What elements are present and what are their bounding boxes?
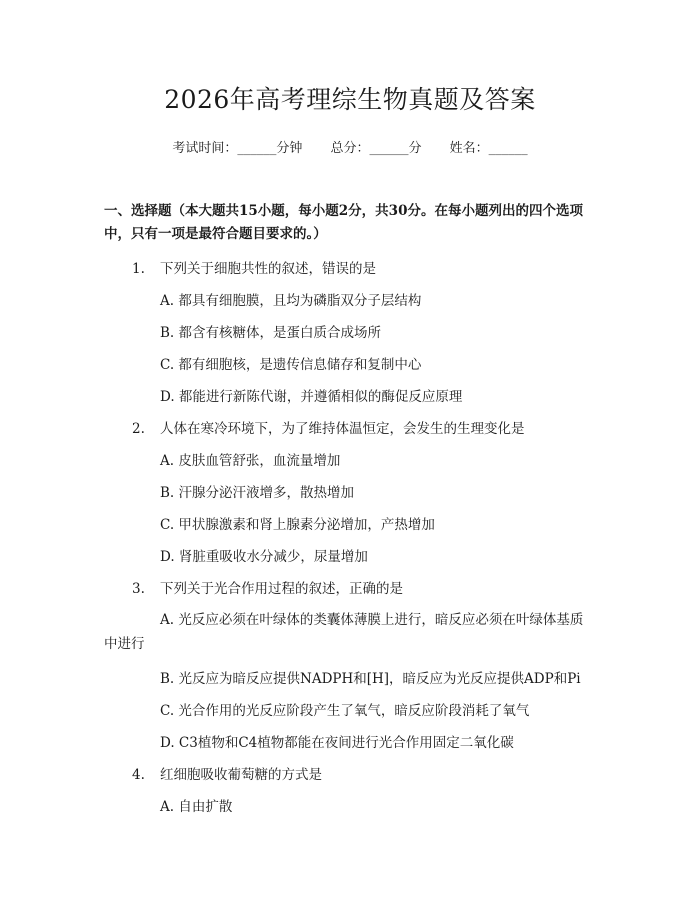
option-c: C. 甲状腺激素和肾上腺素分泌增加，产热增加	[160, 517, 435, 533]
option-d: D. 肾脏重吸收水分减少，尿量增加	[160, 549, 368, 565]
option-c: C. 光合作用的光反应阶段产生了氧气，暗反应阶段消耗了氧气	[160, 703, 530, 719]
question-2	[104, 420, 596, 566]
question-number: 1.	[132, 261, 145, 277]
option-b: B. 都含有核糖体，是蛋白质合成场所	[160, 325, 382, 341]
option-c: C. 都有细胞核，是遗传信息储存和复制中心	[160, 357, 422, 373]
question-stem	[104, 766, 596, 784]
question-stem	[104, 260, 596, 278]
question-list	[104, 260, 596, 816]
question-text: 红细胞吸收葡萄糖的方式是	[160, 767, 322, 783]
question-1	[104, 260, 596, 406]
question-text: 下列关于细胞共性的叙述，错误的是	[160, 261, 376, 277]
student-name-field: 姓名：______	[449, 141, 528, 156]
question-number: 4.	[132, 767, 145, 783]
option-a: A. 自由扩散	[160, 799, 233, 815]
exam-title: 2026年高考理综生物真题及答案	[164, 85, 536, 114]
question-3	[104, 580, 596, 752]
question-text: 下列关于光合作用过程的叙述，正确的是	[160, 581, 403, 597]
question-text: 人体在寒冷环境下，为了维持体温恒定，会发生的生理变化是	[160, 421, 525, 437]
option-a: A. 光反应必须在叶绿体的类囊体薄膜上进行，暗反应必须在叶绿体基质中进行	[104, 612, 584, 652]
option-d: D. C3植物和C4植物都能在夜间进行光合作用固定二氧化碳	[160, 735, 514, 751]
exam-time-field: 考试时间：______分钟	[172, 141, 303, 156]
option-a: A. 都具有细胞膜，且均为磷脂双分子层结构	[160, 293, 422, 309]
option-a: A. 皮肤血管舒张，血流量增加	[160, 453, 341, 469]
total-score-field: 总分：______分	[330, 141, 422, 156]
section-heading: 一、选择题（本大题共15小题，每小题2分，共30分。在每小题列出的四个选项中，只有一项是最符合题目要求的。）	[104, 203, 583, 242]
question-number: 2.	[132, 421, 145, 437]
question-4	[104, 766, 596, 816]
question-number: 3.	[132, 581, 145, 597]
question-stem	[104, 420, 596, 438]
question-stem	[104, 580, 596, 598]
exam-info-line	[104, 140, 596, 158]
option-b: B. 光反应为暗反应提供NADPH和[H]，暗反应为光反应提供ADP和Pi	[160, 671, 581, 687]
option-b: B. 汗腺分泌汗液增多，散热增加	[160, 485, 355, 501]
option-d: D. 都能进行新陈代谢，并遵循相似的酶促反应原理	[160, 389, 463, 405]
